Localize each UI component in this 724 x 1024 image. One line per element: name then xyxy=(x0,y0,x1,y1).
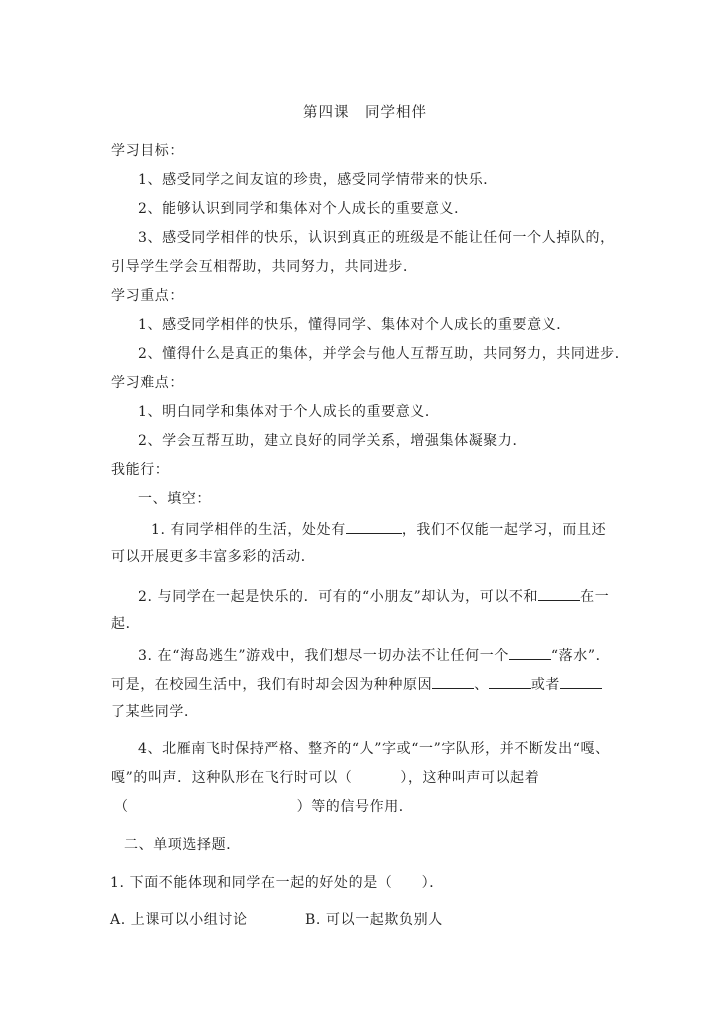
answer-blank[interactable] xyxy=(489,674,531,689)
fill-blank-q4-line2 xyxy=(111,769,539,787)
fill-blank-q1-continued: 可以开展更多丰富多彩的活动． xyxy=(111,549,316,565)
fill-blank-q3-line2 xyxy=(111,674,602,694)
difficulties-heading: 学习难点： xyxy=(111,375,184,391)
q2-text-a: 2. 与同学在一起是快乐的．可有的“小朋友”却认为，可以不和 xyxy=(138,589,539,605)
q4-text-c: ），这种叫声可以起着 xyxy=(400,770,540,786)
q4-text-e: ）等的信号作用． xyxy=(296,799,414,815)
key-point-item: 1、感受同学相伴的快乐，懂得同学、集体对个人成长的重要意义． xyxy=(138,317,571,333)
answer-blank[interactable] xyxy=(509,645,551,660)
q3-text-e: 或者 xyxy=(530,677,561,693)
practice-heading: 我能行： xyxy=(111,462,170,478)
fill-blank-q4-line3 xyxy=(114,798,413,816)
q1-text-a: 1. 有同学相伴的生活，处处有 xyxy=(151,522,346,538)
fill-blank-q2 xyxy=(138,586,609,606)
q2-text-b: 在一 xyxy=(580,589,610,605)
fill-blank-q2-continued: 起． xyxy=(111,616,141,632)
objective-item: 1、感受同学之间友谊的珍贵，感受同学情带来的快乐． xyxy=(138,172,498,188)
fill-blank-q1 xyxy=(151,519,606,539)
answer-blank[interactable] xyxy=(538,586,580,601)
q3-text-b: “落水”． xyxy=(550,648,611,664)
q1-text-b: ，我们不仅能一起学习，而且还 xyxy=(401,522,607,538)
difficulty-item: 1、明白同学和集体对于个人成长的重要意义． xyxy=(138,404,440,420)
objective-item: 3、感受同学相伴的快乐，认识到真正的班级是不能让任何一个人掉队的， xyxy=(138,230,615,246)
q3-text-a: 3. 在“海岛逃生”游戏中，我们想尽一切办法不让任何一个 xyxy=(138,648,509,664)
objective-item: 2、能够认识到同学和集体对个人成长的重要意义． xyxy=(138,201,469,217)
objective-item-continued: 引导学生学会互相帮助，共同努力，共同进步． xyxy=(111,259,418,275)
answer-blank[interactable] xyxy=(560,674,602,689)
q4-text-b: 嘎”的叫声．这种队形在飞行时可以（ xyxy=(111,770,353,786)
answer-blank[interactable] xyxy=(432,674,474,689)
q3-text-c: 可是，在校园生活中，我们有时却会因为种种原因 xyxy=(111,677,433,693)
fill-blank-heading: 一、填空： xyxy=(138,491,211,507)
fill-blank-q3 xyxy=(138,645,610,665)
q4-text-d: （ xyxy=(114,799,129,815)
answer-blank[interactable] xyxy=(346,519,402,534)
key-points-heading: 学习重点： xyxy=(111,288,184,304)
mc-question-1: 1. 下面不能体现和同学在一起的好处的是（ ）． xyxy=(110,875,444,891)
fill-blank-q4: 4、北雁南飞时保持严格、整齐的“人”字或“一”字队形，并不断发出“嘎、 xyxy=(138,741,610,757)
mc-option-a[interactable]: A. 上课可以小组讨论 xyxy=(110,912,248,928)
multiple-choice-heading: 二、单项选择题． xyxy=(124,837,241,853)
mc-option-b[interactable]: B. 可以一起欺负别人 xyxy=(305,912,443,928)
objectives-heading: 学习目标： xyxy=(111,143,184,159)
difficulty-item: 2、学会互帮互助，建立良好的同学关系，增强集体凝聚力． xyxy=(138,433,528,449)
fill-blank-q3-continued: 了某些同学． xyxy=(111,704,199,720)
q3-text-d: 、 xyxy=(474,677,489,693)
key-point-item: 2、懂得什么是真正的集体，并学会与他人互帮互助，共同努力，共同进步． xyxy=(138,346,630,362)
page-title: 第四课 同学相伴 xyxy=(303,105,427,121)
